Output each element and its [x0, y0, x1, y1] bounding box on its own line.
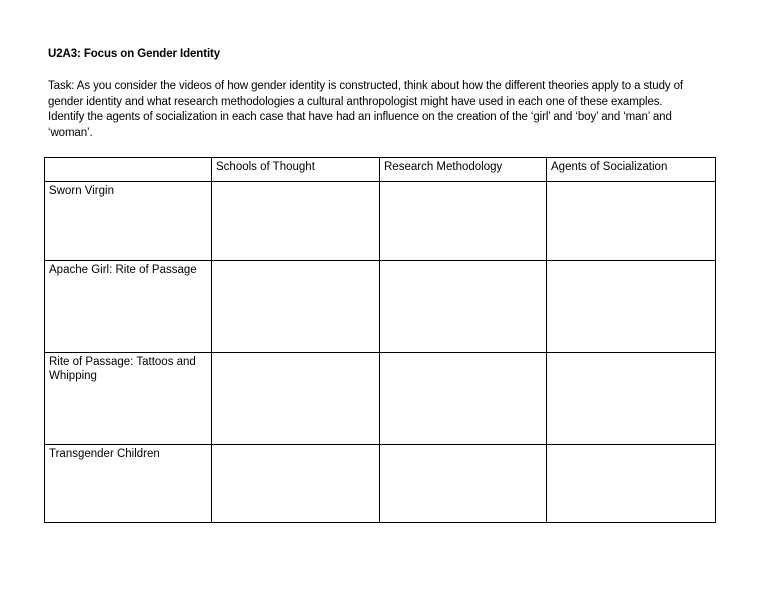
answer-cell[interactable]: [547, 261, 716, 353]
task-line: ‘woman’.: [48, 127, 93, 140]
header-agents-of-socialization: Agents of Socialization: [547, 158, 716, 182]
answer-cell[interactable]: [380, 445, 547, 523]
row-label-sworn-virgin: Sworn Virgin: [45, 182, 212, 261]
task-line: gender identity and what research methodologies a cultural anthropologist might have used in each one of these examples.: [48, 95, 663, 108]
table-row: [45, 445, 716, 523]
worksheet-table: [44, 157, 716, 523]
row-label-apache-girl: Apache Girl: Rite of Passage: [45, 261, 212, 353]
answer-cell[interactable]: [380, 182, 547, 261]
task-line: Identify the agents of socialization in each case that have had an influence on the creation of the ‘girl’ and ‘boy’ and ‘man’ and: [48, 111, 672, 124]
table-row: [45, 261, 716, 353]
header-schools-of-thought: Schools of Thought: [212, 158, 380, 182]
document-title: U2A3: Focus on Gender Identity: [48, 48, 221, 60]
answer-cell[interactable]: [212, 182, 380, 261]
answer-cell[interactable]: [212, 353, 380, 445]
table-header-row: [45, 158, 716, 182]
task-line: Task: As you consider the videos of how gender identity is constructed, think about how the different theories apply to a study of: [48, 80, 684, 92]
row-label-transgender-children: Transgender Children: [45, 445, 212, 523]
task-instructions: [48, 79, 720, 142]
answer-cell[interactable]: [547, 182, 716, 261]
answer-cell[interactable]: [547, 445, 716, 523]
table-row: [45, 353, 716, 445]
answer-cell[interactable]: [380, 261, 547, 353]
answer-cell[interactable]: [212, 261, 380, 353]
answer-cell[interactable]: [547, 353, 716, 445]
answer-cell[interactable]: [380, 353, 547, 445]
answer-cell[interactable]: [212, 445, 380, 523]
row-label-tattoos-whipping: Rite of Passage: Tattoos and Whipping: [45, 353, 212, 445]
header-cell-blank: [45, 158, 212, 182]
table-row: [45, 182, 716, 261]
header-research-methodology: Research Methodology: [380, 158, 547, 182]
